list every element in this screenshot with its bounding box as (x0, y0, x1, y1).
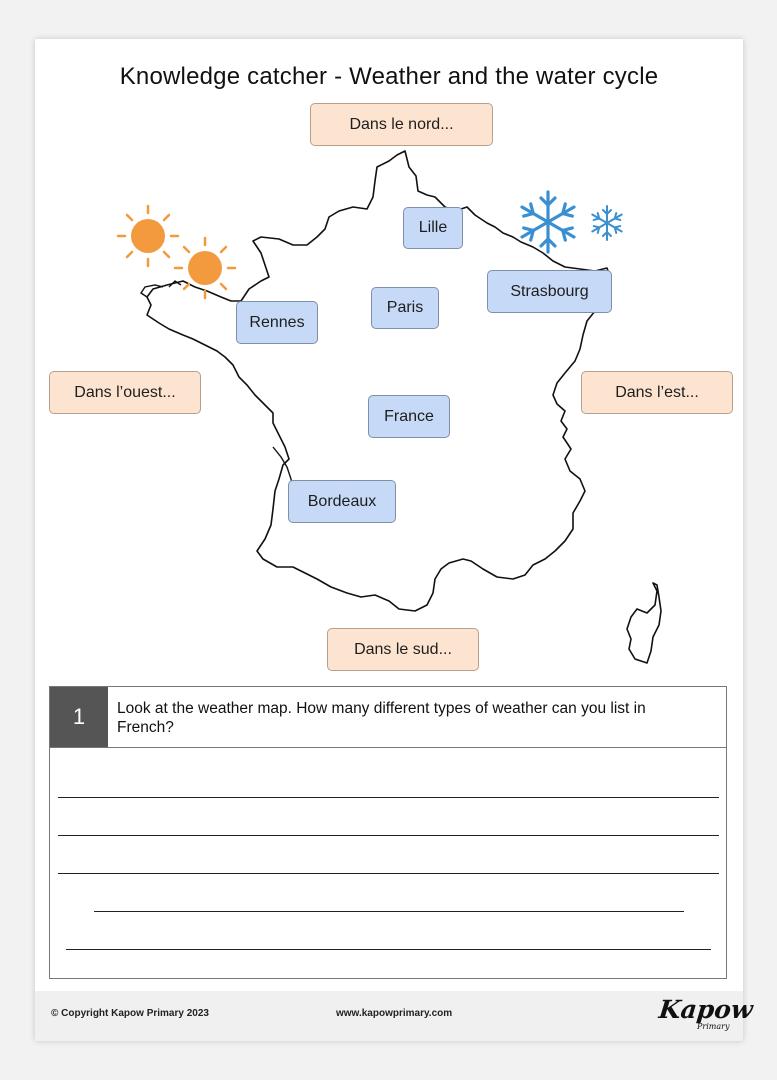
footer (35, 991, 755, 1041)
region-label-south: Dans le sud... (327, 628, 479, 671)
sun-icon (118, 206, 178, 266)
kapow-logo-sub: Primary (697, 1022, 730, 1031)
region-label-east: Dans l’est... (581, 371, 733, 414)
question-text: Look at the weather map. How many different types of weather can you list in French? (117, 700, 646, 736)
question-box (49, 686, 727, 979)
sun-icon (175, 238, 235, 298)
region-label-west: Dans l’ouest... (49, 371, 201, 414)
page-title: Knowledge catcher - Weather and the water cycle (119, 63, 659, 90)
answer-line[interactable] (66, 949, 711, 950)
question-number: 1 (50, 687, 108, 747)
city-label-rennes: Rennes (236, 301, 318, 344)
worksheet-page (35, 39, 755, 1041)
snowflake-icon (519, 192, 578, 252)
city-label-paris: Paris (371, 287, 439, 329)
copyright-text: © Copyright Kapow Primary 2023 (51, 1008, 209, 1019)
answer-line[interactable] (58, 835, 719, 836)
snowflake-icon (590, 206, 623, 240)
answer-line[interactable] (58, 873, 719, 874)
region-label-north: Dans le nord... (310, 103, 493, 146)
city-label-strasbourg: Strasbourg (487, 270, 612, 313)
answer-line[interactable] (58, 797, 719, 798)
kapow-logo: Kapow (657, 995, 755, 1024)
city-label-lille: Lille (403, 207, 463, 249)
city-label-france: France (368, 395, 450, 438)
website-url: www.kapowprimary.com (336, 1008, 453, 1019)
answer-line[interactable] (94, 911, 684, 912)
city-label-bordeaux: Bordeaux (288, 480, 396, 523)
corsica-outline (627, 583, 661, 663)
question-divider (50, 747, 726, 748)
